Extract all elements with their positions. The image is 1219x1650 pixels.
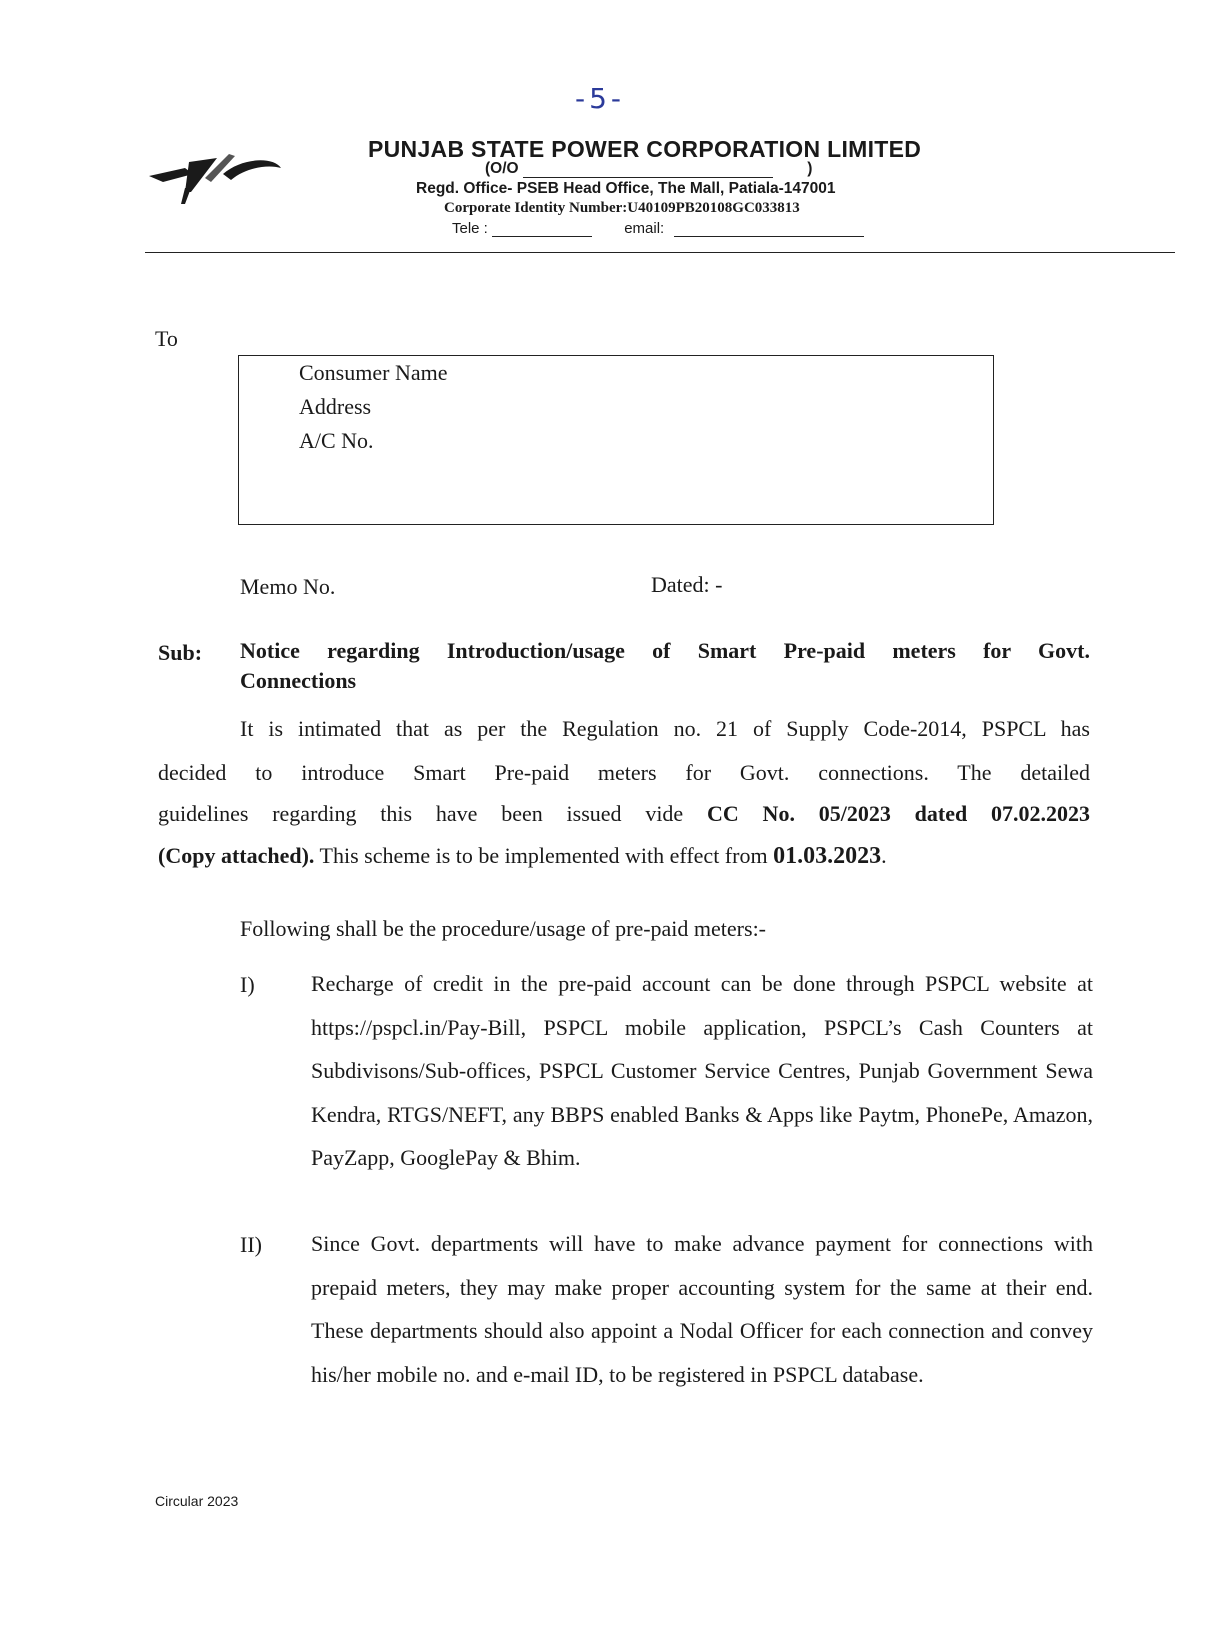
circular-reference: CC No. 05/2023 dated 07.02.2023 [706,801,1090,826]
intro-line-4-text: This scheme is to be implemented with effect from [314,843,774,868]
dated-label: Dated: - [651,572,723,597]
email-label: email: [624,220,665,237]
list-item-text: Recharge of credit in the pre-paid account can be done through PSPCL website at https://pspcl.in/Pay-Bill, PSPCL mobile application, PSPCL’s Cash Counters at Subdivisons/Sub-offices, PSPCL Customer Service Centres, Punjab Government Sewa Kendra, RTGS/NEFT, any BBPS enabled Banks & Apps like Paytm, PhonePe, Amazon, PayZapp, GooglePay & Bhim. [311,971,1093,1170]
intro-line-3 [158,793,1090,835]
address-box [238,355,994,525]
copy-attached: (Copy attached). [158,843,315,868]
tele-blank [492,236,592,237]
list-item-number: I) [240,972,255,997]
subject-line-2: Connections [240,668,357,693]
oo-line [485,160,812,178]
intro-line-2: decided to introduce Smart Pre-paid meters for Govt. connections. The detailed [158,760,1090,785]
intro-line-1: It is intimated that as per the Regulation no. 21 of Supply Code-2014, PSPCL has [240,716,1090,741]
intro-line-4-end: . [881,843,887,868]
memo-number-label: Memo No. [240,574,336,599]
intro-line-3-text: guidelines regarding this have been issued vide [158,801,707,826]
procedure-heading: Following shall be the procedure/usage of pre-paid meters:- [240,916,767,941]
footer-label: Circular 2023 [155,1493,239,1509]
list-item-number: II) [240,1232,262,1257]
email-blank [674,236,864,237]
subject-line-1: Notice regarding Introduction/usage of Smart Pre-paid meters for Govt. [240,638,1090,663]
effective-date: 01.03.2023 [773,843,882,869]
oo-blank [523,177,773,178]
intro-line-4 [158,835,1090,877]
subject-label: Sub: [158,640,203,665]
corporate-identity-number: Corporate Identity Number:U40109PB20108GC033813 [444,200,800,216]
pspcl-logo-icon [145,148,285,208]
org-name: PUNJAB STATE POWER CORPORATION LIMITED [368,136,922,162]
consumer-name-label: Consumer Name [299,360,448,385]
page-number: -5- [575,82,626,115]
account-number-label: A/C No. [299,428,374,453]
tele-email-line [452,220,864,237]
list-item-text: Since Govt. departments will have to make advance payment for connections with prepaid meters, they may make proper accounting system for the same at their end. These departments should also appoint a Nodal Officer for each connection and convey his/her mobile no. and e-mail ID, to be registered in PSPCL database. [311,1231,1093,1387]
oo-label: (O/O [485,160,519,177]
regd-office: Regd. Office- PSEB Head Office, The Mall, Patiala-147001 [416,180,836,197]
oo-close: ) [807,160,813,177]
to-label: To [155,326,178,351]
header-divider [145,252,1175,253]
tele-label: Tele : [452,220,488,237]
address-label: Address [299,394,372,419]
